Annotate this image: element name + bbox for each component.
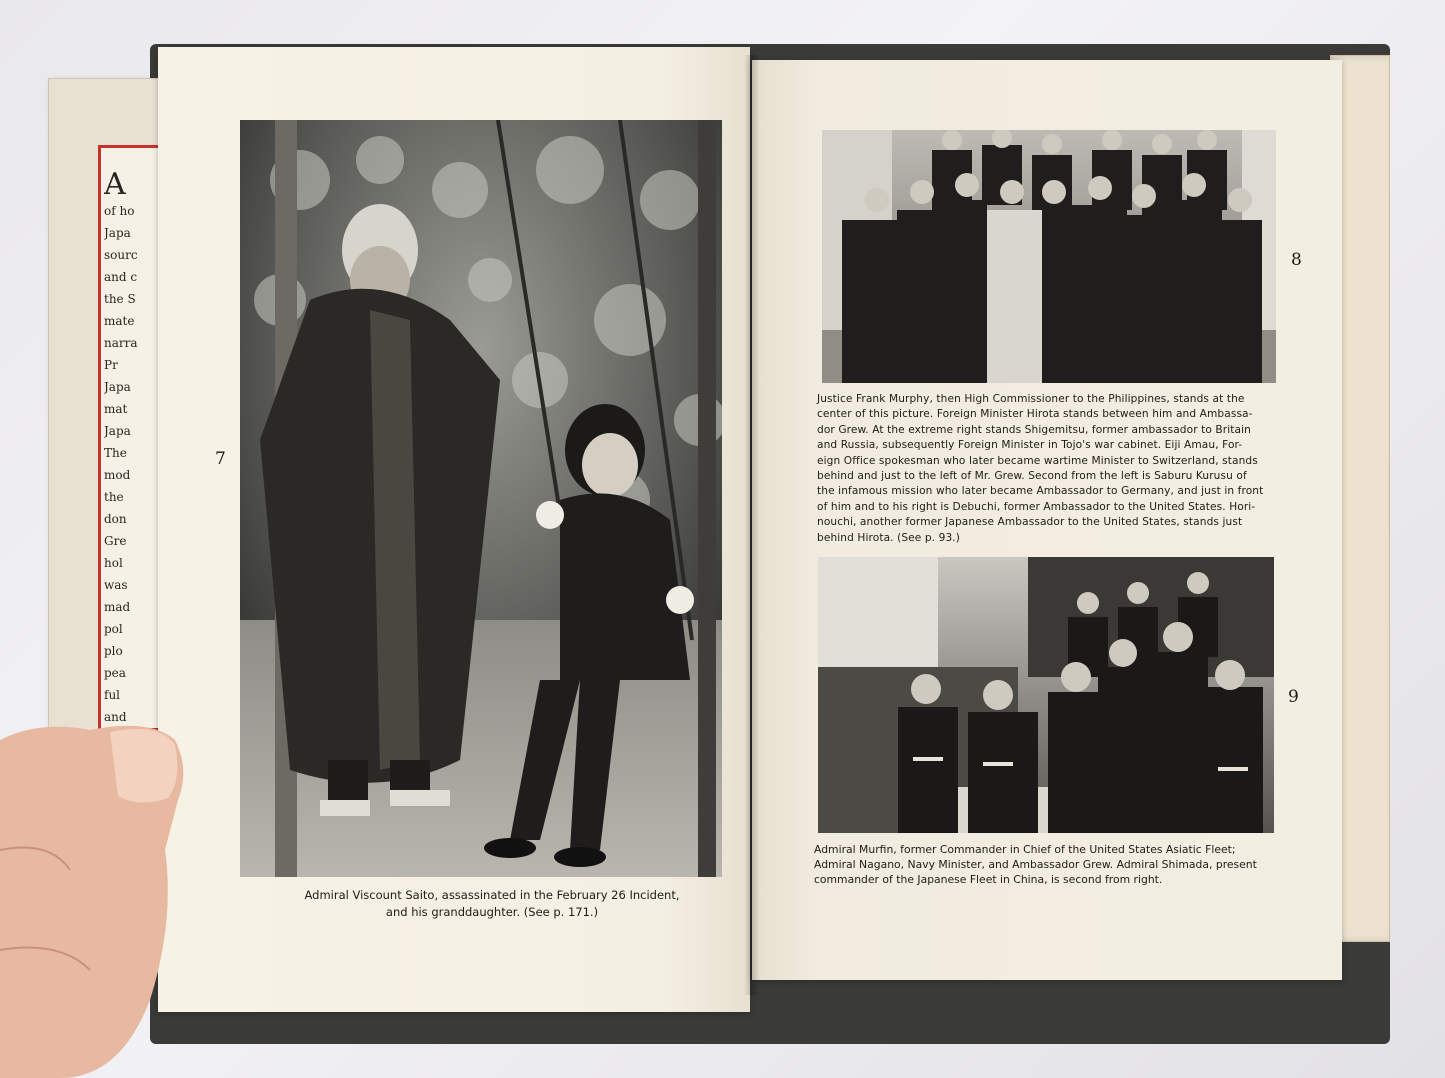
caption-line: nouchi, another former Japanese Ambassador to the United States, stands just	[817, 516, 1243, 529]
caption-plate-8	[817, 392, 1279, 546]
hand-holding-book	[0, 700, 200, 1078]
jacket-text-line: The	[104, 446, 127, 460]
caption-line: dor Grew. At the extreme right stands Shigemitsu, former ambassador to Britain	[817, 423, 1251, 436]
jacket-text-line: plo	[104, 644, 123, 658]
jacket-text-line: Japa	[104, 424, 131, 438]
jacket-text-line: ful	[104, 688, 121, 702]
caption-line: and Russia, subsequently Foreign Minister in Tojo's war cabinet. Eiji Amau, For-	[817, 439, 1243, 452]
caption-line: and his granddaughter. (See p. 171.)	[385, 905, 599, 919]
jacket-text-line: and c	[104, 270, 138, 284]
jacket-text-line: the S	[104, 292, 136, 306]
jacket-text-line: sourc	[104, 248, 138, 262]
book-gutter	[744, 55, 760, 995]
jacket-text-line: mad	[104, 600, 131, 614]
jacket-text-line: the	[104, 490, 124, 504]
caption-plate-9	[814, 842, 1278, 888]
jacket-text-line: and	[104, 710, 127, 724]
jacket-text-line: was	[104, 578, 128, 592]
jacket-text-line: mat	[104, 402, 128, 416]
jacket-text-line: narra	[104, 336, 138, 350]
jacket-text-line: Pr	[104, 358, 118, 372]
jacket-text-line: Japa	[104, 380, 131, 394]
photo-diplomats-group	[822, 130, 1276, 383]
jacket-text-line: of ho	[104, 204, 135, 218]
jacket-text-line: mod	[104, 468, 131, 482]
caption-line: commander of the Japanese Fleet in China, is second from right.	[814, 873, 1163, 887]
jacket-text-line: Japa	[104, 226, 131, 240]
caption-line: behind Hirota. (See p. 93.)	[817, 531, 960, 544]
jacket-text-line: mate	[104, 314, 135, 328]
jacket-text-line: hol	[104, 556, 123, 570]
photo-saito-granddaughter	[240, 120, 722, 877]
caption-line: Admiral Viscount Saito, assassinated in the February 26 Incident,	[304, 888, 680, 902]
jacket-text-line: pol	[104, 622, 123, 636]
jacket-text-line: pea	[104, 666, 126, 680]
caption-line: eign Office spokesman who later became wartime Minister to Switzerland, stands	[817, 454, 1258, 467]
jacket-text-line: A	[104, 170, 126, 202]
jacket-text-line: Gre	[104, 534, 127, 548]
caption-plate-7	[282, 887, 702, 921]
plate-number-8: 8	[1291, 250, 1302, 270]
caption-line: behind and just to the left of Mr. Grew. Second from the left is Saburu Kurusu of	[817, 470, 1247, 483]
jacket-text-line: don	[104, 512, 127, 526]
plate-number-9: 9	[1288, 687, 1299, 707]
photo-admirals-handshake	[818, 557, 1274, 833]
caption-line: Admiral Nagano, Navy Minister, and Ambassador Grew. Admiral Shimada, present	[814, 858, 1257, 872]
plate-number-7: 7	[215, 449, 226, 469]
caption-line: Admiral Murfin, former Commander in Chief of the United States Asiatic Fleet;	[814, 843, 1236, 856]
caption-line: of him and to his right is Debuchi, former Ambassador to the United States. Hori-	[817, 500, 1256, 513]
caption-line: the infamous mission who later became Ambassador to Germany, and just in front	[817, 485, 1264, 498]
caption-line: center of this picture. Foreign Minister Hirota stands between him and Ambassa-	[817, 408, 1253, 421]
caption-line: Justice Frank Murphy, then High Commissioner to the Philippines, stands at the	[817, 393, 1245, 405]
